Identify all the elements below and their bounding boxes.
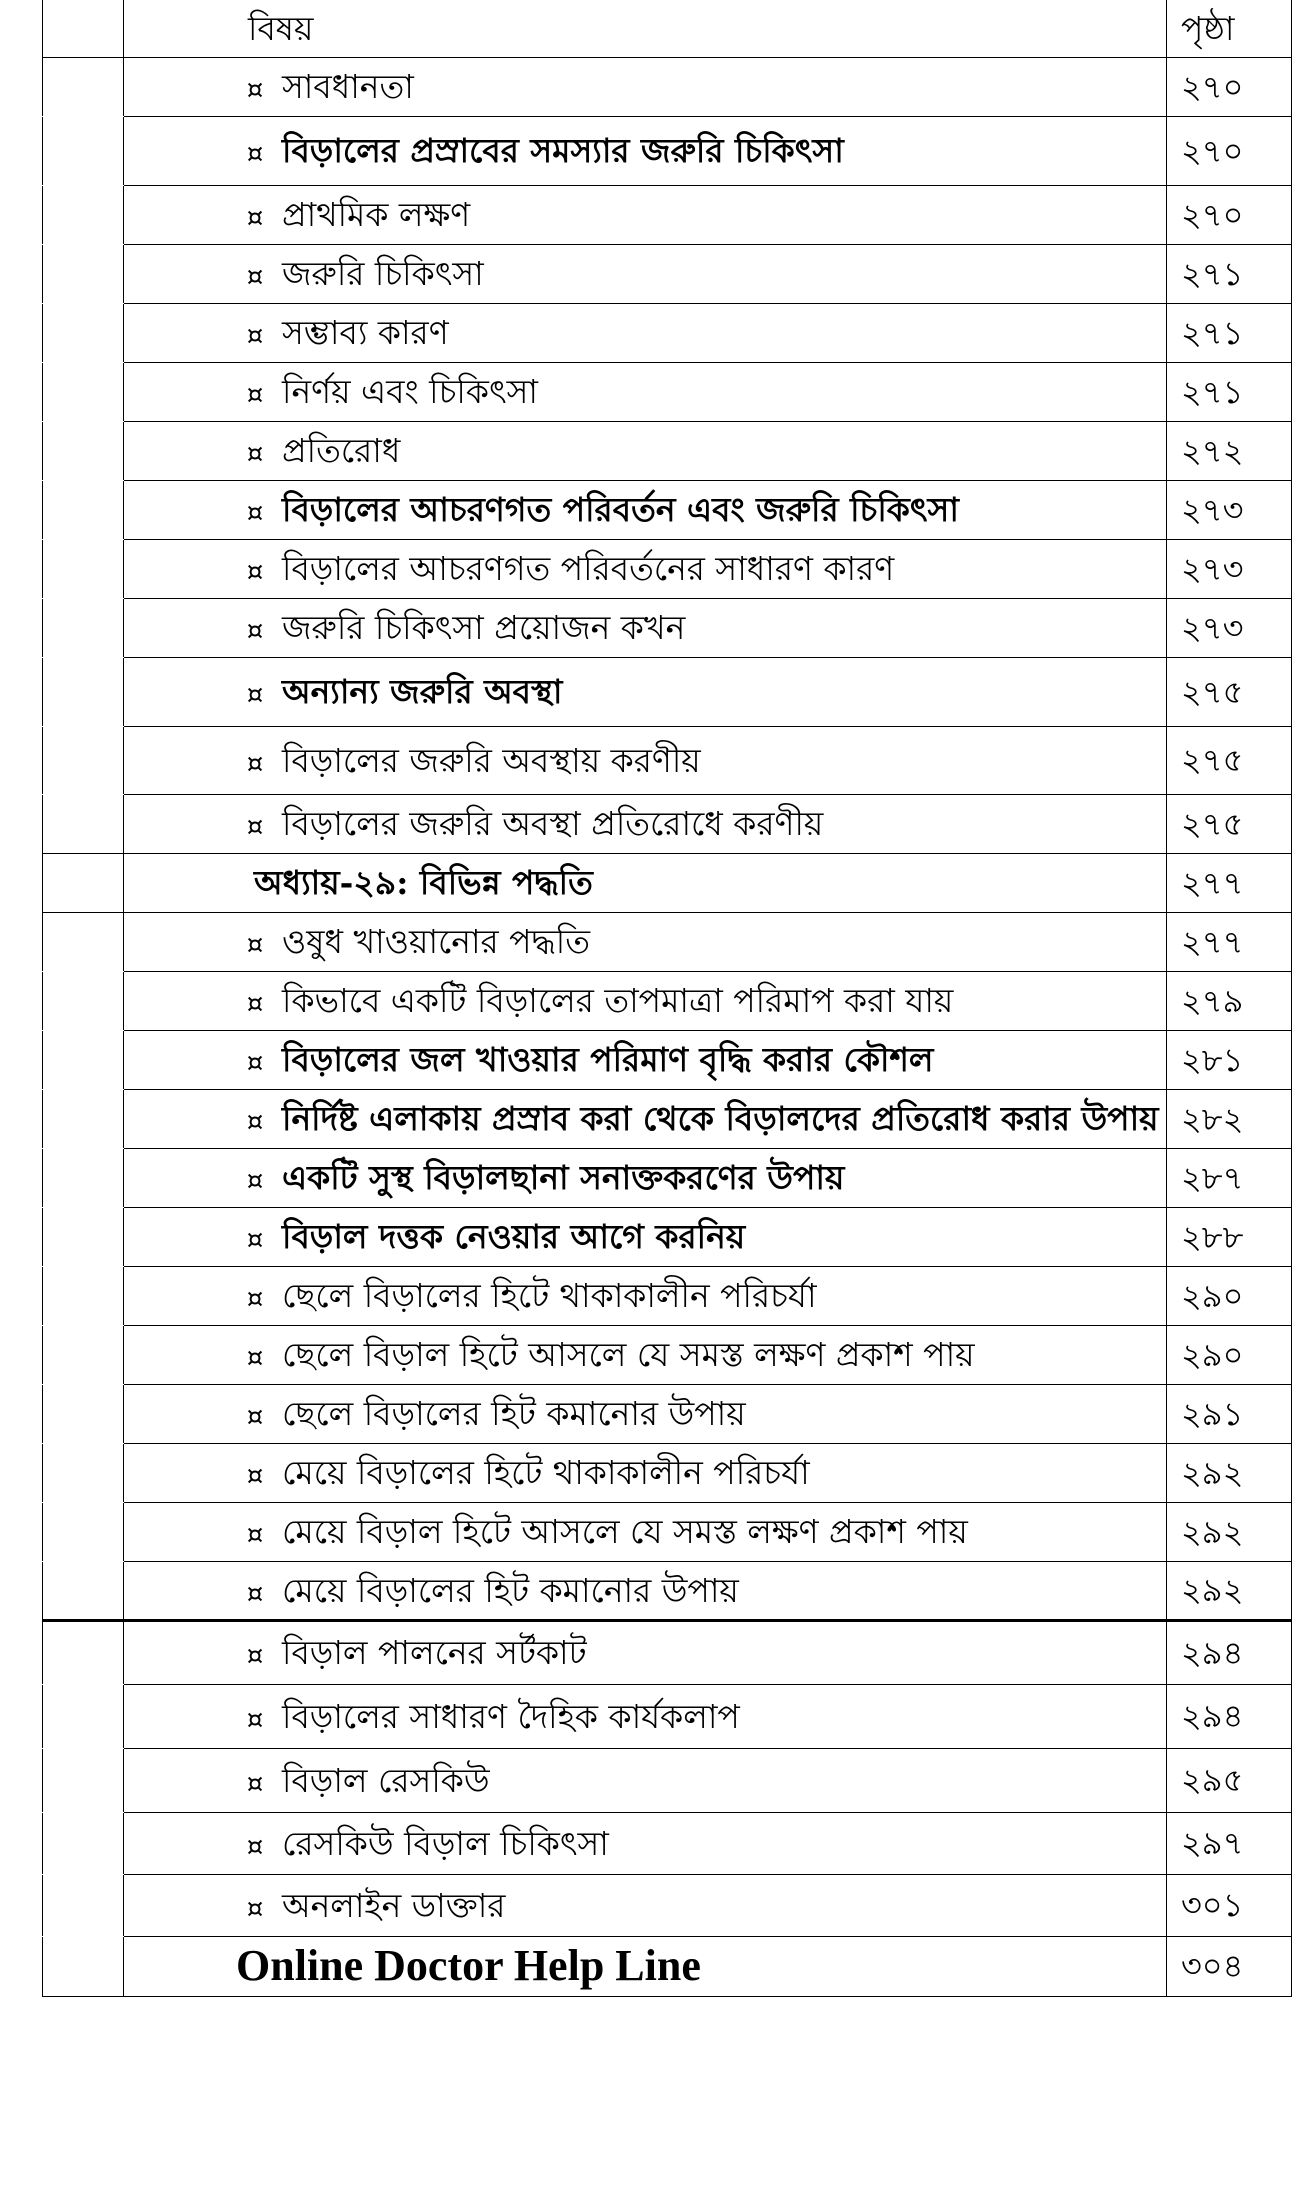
toc-row: [43, 853, 1292, 912]
toc-page-number: ২৯৭: [1181, 1824, 1244, 1862]
toc-blank-cell: [43, 1384, 124, 1443]
toc-subject-cell: [124, 726, 1167, 794]
toc-entry-title: নির্দিষ্ট এলাকায় প্রস্রাব করা থেকে বিড়ালদের প্রতিরোধ করার উপায়: [282, 1099, 1159, 1138]
toc-entry-title: রেসকিউ বিড়াল চিকিৎসা: [282, 1823, 609, 1863]
toc-page-number: ২৯০: [1181, 1276, 1244, 1315]
toc-page-number: ২৭৭: [1181, 922, 1244, 961]
toc-subject-cell: [124, 1030, 1167, 1089]
toc-page-cell: [1167, 1684, 1292, 1748]
toc-page-number: ২৭১: [1181, 254, 1244, 293]
toc-page-number: ২৭৫: [1181, 741, 1244, 779]
toc-page-cell: [1167, 1089, 1292, 1148]
toc-entry-title: জরুরি চিকিৎসা: [282, 254, 484, 293]
bullet-icon: ¤: [246, 1768, 264, 1799]
bullet-icon: ¤: [246, 1402, 264, 1432]
toc-page-cell: [1167, 1874, 1292, 1936]
toc-page-cell: [1167, 362, 1292, 421]
toc-entry-title: বিড়াল পালনের সর্টকাট: [282, 1633, 587, 1672]
toc-row: [43, 1561, 1292, 1620]
bullet-icon: ¤: [246, 930, 264, 960]
toc-header-subject-cell: [124, 0, 1167, 57]
toc-page-number: ৩০১: [1181, 1886, 1244, 1924]
toc-page-number: ২৭১: [1181, 372, 1244, 411]
toc-row: [43, 57, 1292, 116]
toc-entry-title: একটি সুস্থ বিড়ালছানা সনাক্তকরণের উপায়: [282, 1158, 845, 1197]
toc-page-cell: [1167, 1030, 1292, 1089]
toc-blank-cell: [43, 1325, 124, 1384]
toc-row: [43, 362, 1292, 421]
toc-row: [43, 1325, 1292, 1384]
toc-page-number: ২৭৩: [1181, 549, 1244, 588]
toc-page-number: ২৭৩: [1181, 608, 1244, 647]
toc-header-page: পৃষ্ঠা: [1181, 8, 1235, 48]
toc-entry-title: মেয়ে বিড়ালের হিটে থাকাকালীন পরিচর্যা: [282, 1453, 810, 1492]
toc-page-cell: [1167, 1266, 1292, 1325]
bullet-icon: ¤: [246, 1107, 264, 1137]
toc-entry-title: মেয়ে বিড়ালের হিট কমানোর উপায়: [282, 1570, 739, 1610]
toc-entry-title: বিড়ালের সাধারণ দৈহিক কার্যকলাপ: [282, 1696, 740, 1736]
toc-page-number: ২৭১: [1181, 313, 1244, 352]
toc-page-number: ২৯২: [1181, 1512, 1244, 1551]
toc-page-number: ২৭৩: [1181, 490, 1244, 529]
toc-page-cell: [1167, 598, 1292, 657]
toc-blank-cell: [43, 1561, 124, 1620]
toc-row: [43, 185, 1292, 244]
toc-row: [43, 912, 1292, 971]
toc-row: [43, 303, 1292, 362]
toc-page-number: ২৮৭: [1181, 1158, 1244, 1197]
toc-subject-cell: [124, 116, 1167, 185]
bullet-icon: ¤: [246, 1641, 264, 1671]
bullet-icon: ¤: [246, 989, 264, 1019]
toc-page-number: ২৭৭: [1181, 863, 1244, 902]
toc-entry-title: ছেলে বিড়াল হিটে আসলে যে সমস্ত লক্ষণ প্রকাশ পায়: [282, 1335, 975, 1374]
toc-header-page-cell: [1167, 0, 1292, 57]
toc-page-cell: [1167, 539, 1292, 598]
toc-blank-cell: [43, 539, 124, 598]
toc-row: [43, 1748, 1292, 1812]
toc-blank-cell: [43, 1502, 124, 1561]
toc-header-row: [43, 0, 1292, 57]
toc-row: [43, 1266, 1292, 1325]
toc-page-cell: [1167, 726, 1292, 794]
toc-blank-cell: [43, 794, 124, 853]
bullet-icon: ¤: [246, 1831, 264, 1862]
bullet-icon: ¤: [246, 616, 264, 646]
toc-blank-cell: [43, 1148, 124, 1207]
toc-blank-cell: [43, 1874, 124, 1936]
toc-subject-cell: [124, 598, 1167, 657]
toc-blank-cell: [43, 1620, 124, 1684]
toc-blank-cell: [43, 244, 124, 303]
toc-subject-cell: [124, 1620, 1167, 1684]
bullet-icon: ¤: [246, 1461, 264, 1491]
toc-page-cell: [1167, 244, 1292, 303]
toc-subject-cell: [124, 1502, 1167, 1561]
toc-page-cell: [1167, 1812, 1292, 1874]
toc-entry-title: বিড়ালের জল খাওয়ার পরিমাণ বৃদ্ধি করার কৌশল: [282, 1040, 934, 1079]
toc-blank-cell: [43, 971, 124, 1030]
toc-entry-title: অধ্যায়-২৯: বিভিন্ন পদ্ধতি: [254, 863, 593, 902]
toc-blank-cell: [43, 480, 124, 539]
toc-page-cell: [1167, 657, 1292, 726]
toc-subject-cell: [124, 1384, 1167, 1443]
toc-subject-cell: [124, 244, 1167, 303]
toc-page-number: ২৭০: [1181, 195, 1244, 234]
toc-entry-title: জরুরি চিকিৎসা প্রয়োজন কখন: [282, 608, 686, 647]
toc-entry-title: বিড়াল রেসকিউ: [282, 1760, 490, 1800]
toc-entry-title: কিভাবে একটি বিড়ালের তাপমাত্রা পরিমাপ করা যায়: [282, 981, 954, 1020]
toc-blank-cell: [43, 421, 124, 480]
toc-page-number: ২৭২: [1181, 431, 1244, 470]
toc-row: [43, 1620, 1292, 1684]
toc-blank-cell: [43, 1443, 124, 1502]
toc-page-cell: [1167, 185, 1292, 244]
bullet-icon: ¤: [246, 1225, 264, 1255]
toc-blank-cell: [43, 1936, 124, 1996]
toc-row: [43, 598, 1292, 657]
toc-blank-cell: [43, 1748, 124, 1812]
toc-page-number: ৩০৪: [1181, 1947, 1244, 1985]
toc-entry-title: বিড়ালের আচরণগত পরিবর্তন এবং জরুরি চিকিৎসা: [282, 490, 959, 529]
toc-page-number: ২৭০: [1181, 131, 1244, 170]
toc-subject-cell: [124, 1812, 1167, 1874]
toc-row: [43, 1443, 1292, 1502]
toc-row: [43, 244, 1292, 303]
bullet-icon: ¤: [246, 439, 264, 469]
toc-subject-cell: [124, 303, 1167, 362]
toc-blank-cell: [43, 1684, 124, 1748]
toc-row: [43, 1384, 1292, 1443]
bullet-icon: ¤: [246, 321, 264, 351]
toc-entry-title: বিড়ালের আচরণগত পরিবর্তনের সাধারণ কারণ: [282, 549, 895, 588]
toc-page-cell: [1167, 1384, 1292, 1443]
toc-subject-cell: [124, 57, 1167, 116]
toc-entry-title: বিড়াল দত্তক নেওয়ার আগে করনিয়: [282, 1217, 746, 1256]
toc-page-number: ২৯৪: [1181, 1697, 1244, 1735]
toc-blank-cell: [43, 1266, 124, 1325]
bullet-icon: ¤: [246, 1578, 264, 1609]
toc-entry-title: সম্ভাব্য কারণ: [282, 313, 449, 352]
toc-subject-cell: [124, 185, 1167, 244]
toc-row: [43, 116, 1292, 185]
toc-row: [43, 1874, 1292, 1936]
toc-row: [43, 971, 1292, 1030]
toc-entry-title: বিড়ালের জরুরি অবস্থায় করণীয়: [282, 740, 701, 780]
toc-subject-cell: [124, 1748, 1167, 1812]
toc-row: [43, 539, 1292, 598]
toc-subject-cell: [124, 657, 1167, 726]
toc-row: [43, 1207, 1292, 1266]
toc-subject-cell: [124, 480, 1167, 539]
toc-blank-cell: [43, 912, 124, 971]
toc-subject-cell: [124, 853, 1167, 912]
toc-entry-title: ওষুধ খাওয়ানোর পদ্ধতি: [282, 922, 590, 961]
bullet-icon: ¤: [246, 139, 264, 169]
toc-blank-cell: [43, 303, 124, 362]
bullet-icon: ¤: [246, 498, 264, 528]
toc-page-cell: [1167, 971, 1292, 1030]
toc-page-cell: [1167, 1936, 1292, 1996]
toc-subject-cell: [124, 421, 1167, 480]
toc-subject-cell: [124, 971, 1167, 1030]
bullet-icon: ¤: [246, 557, 264, 587]
toc-page-cell: [1167, 421, 1292, 480]
toc-row: [43, 726, 1292, 794]
toc-page-cell: [1167, 853, 1292, 912]
toc-page-number: ২৯৫: [1181, 1761, 1244, 1799]
toc-blank-cell: [43, 1207, 124, 1266]
toc-entry-title: প্রতিরোধ: [282, 431, 401, 470]
toc-subject-cell: [124, 1561, 1167, 1620]
toc-blank-cell: [43, 1030, 124, 1089]
toc-page-cell: [1167, 1148, 1292, 1207]
toc-page-number: ২৭৫: [1181, 672, 1244, 711]
toc-blank-cell: [43, 598, 124, 657]
toc-page-cell: [1167, 303, 1292, 362]
toc-entry-title: নির্ণয় এবং চিকিৎসা: [282, 372, 538, 411]
toc-page-cell: [1167, 1748, 1292, 1812]
toc-blank-cell: [43, 1812, 124, 1874]
bullet-icon: ¤: [246, 1893, 264, 1924]
bullet-icon: ¤: [246, 812, 264, 842]
bullet-icon: ¤: [246, 1048, 264, 1078]
toc-blank-cell: [43, 657, 124, 726]
toc-entry-title: Online Doctor Help Line: [236, 1941, 701, 1990]
toc-entry-title: বিড়ালের জরুরি অবস্থা প্রতিরোধে করণীয়: [282, 804, 824, 843]
toc-blank-cell: [43, 362, 124, 421]
bullet-icon: ¤: [246, 1166, 264, 1196]
toc-subject-cell: [124, 1207, 1167, 1266]
toc-subject-cell: [124, 1684, 1167, 1748]
toc-page-cell: [1167, 1325, 1292, 1384]
toc-entry-title: অনলাইন ডাক্তার: [282, 1885, 506, 1925]
toc-page-cell: [1167, 1207, 1292, 1266]
toc-page-cell: [1167, 1620, 1292, 1684]
toc-row: [43, 794, 1292, 853]
toc-subject-cell: [124, 362, 1167, 421]
toc-subject-cell: [124, 1443, 1167, 1502]
toc-page-number: ২৭০: [1181, 67, 1244, 106]
toc-page-number: ২৭৫: [1181, 804, 1244, 843]
toc-entry-title: ছেলে বিড়ালের হিটে থাকাকালীন পরিচর্যা: [282, 1276, 817, 1315]
bullet-icon: ¤: [246, 380, 264, 410]
toc-blank-cell: [43, 116, 124, 185]
toc-row: [43, 421, 1292, 480]
toc-blank-cell: [43, 57, 124, 116]
toc-page-cell: [1167, 1561, 1292, 1620]
toc-subject-cell: [124, 1874, 1167, 1936]
toc-page-number: ২৭৯: [1181, 981, 1244, 1020]
toc-page-number: ২৮১: [1181, 1040, 1244, 1079]
toc-page-number: ২৯২: [1181, 1453, 1244, 1492]
toc-entry-title: বিড়ালের প্রস্রাবের সমস্যার জরুরি চিকিৎসা: [282, 131, 844, 170]
toc-row: [43, 1030, 1292, 1089]
toc-subject-cell: [124, 1266, 1167, 1325]
toc-header-blank-cell: [43, 0, 124, 57]
toc-subject-cell: [124, 912, 1167, 971]
bullet-icon: ¤: [246, 1343, 264, 1373]
bullet-icon: ¤: [246, 262, 264, 292]
bullet-icon: ¤: [246, 748, 264, 779]
bullet-icon: ¤: [246, 1704, 264, 1735]
toc-page-number: ২৯১: [1181, 1394, 1244, 1433]
bullet-icon: ¤: [246, 75, 264, 105]
toc-row: [43, 1936, 1292, 1996]
toc-blank-cell: [43, 1089, 124, 1148]
toc-page-number: ২৮২: [1181, 1099, 1244, 1138]
toc-entry-title: সাবধানতা: [282, 67, 414, 106]
toc-row: [43, 480, 1292, 539]
toc-entry-title: প্রাথমিক লক্ষণ: [282, 195, 471, 234]
toc-blank-cell: [43, 726, 124, 794]
toc-page-cell: [1167, 480, 1292, 539]
toc-page-cell: [1167, 116, 1292, 185]
toc-page-number: ২৯০: [1181, 1335, 1244, 1374]
toc-page-cell: [1167, 1502, 1292, 1561]
toc-page-cell: [1167, 912, 1292, 971]
toc-page-cell: [1167, 57, 1292, 116]
toc-row: [43, 1148, 1292, 1207]
toc-entry-title: ছেলে বিড়ালের হিট কমানোর উপায়: [282, 1394, 746, 1433]
toc-page-cell: [1167, 794, 1292, 853]
toc-page-number: ২৯২: [1181, 1571, 1244, 1609]
bullet-icon: ¤: [246, 1520, 264, 1550]
toc-subject-cell: [124, 794, 1167, 853]
toc-row: [43, 657, 1292, 726]
toc-entry-title: মেয়ে বিড়াল হিটে আসলে যে সমস্ত লক্ষণ প্রকাশ পায়: [282, 1512, 968, 1551]
toc-row: [43, 1684, 1292, 1748]
toc-subject-cell: [124, 539, 1167, 598]
toc-blank-cell: [43, 185, 124, 244]
table-of-contents: [42, 0, 1292, 1997]
toc-row: [43, 1812, 1292, 1874]
toc-subject-cell: [124, 1936, 1167, 1996]
toc-subject-cell: [124, 1089, 1167, 1148]
toc-row: [43, 1089, 1292, 1148]
toc-subject-cell: [124, 1148, 1167, 1207]
toc-page-cell: [1167, 1443, 1292, 1502]
toc-page-number: ২৯৪: [1181, 1633, 1244, 1672]
bullet-icon: ¤: [246, 1284, 264, 1314]
toc-row: [43, 1502, 1292, 1561]
bullet-icon: ¤: [246, 203, 264, 233]
toc-header-subject: বিষয়: [248, 8, 314, 48]
bullet-icon: ¤: [246, 680, 264, 710]
toc-page-number: ২৮৮: [1181, 1217, 1244, 1256]
toc-entry-title: অন্যান্য জরুরি অবস্থা: [282, 672, 563, 711]
toc-subject-cell: [124, 1325, 1167, 1384]
toc-blank-cell: [43, 853, 124, 912]
